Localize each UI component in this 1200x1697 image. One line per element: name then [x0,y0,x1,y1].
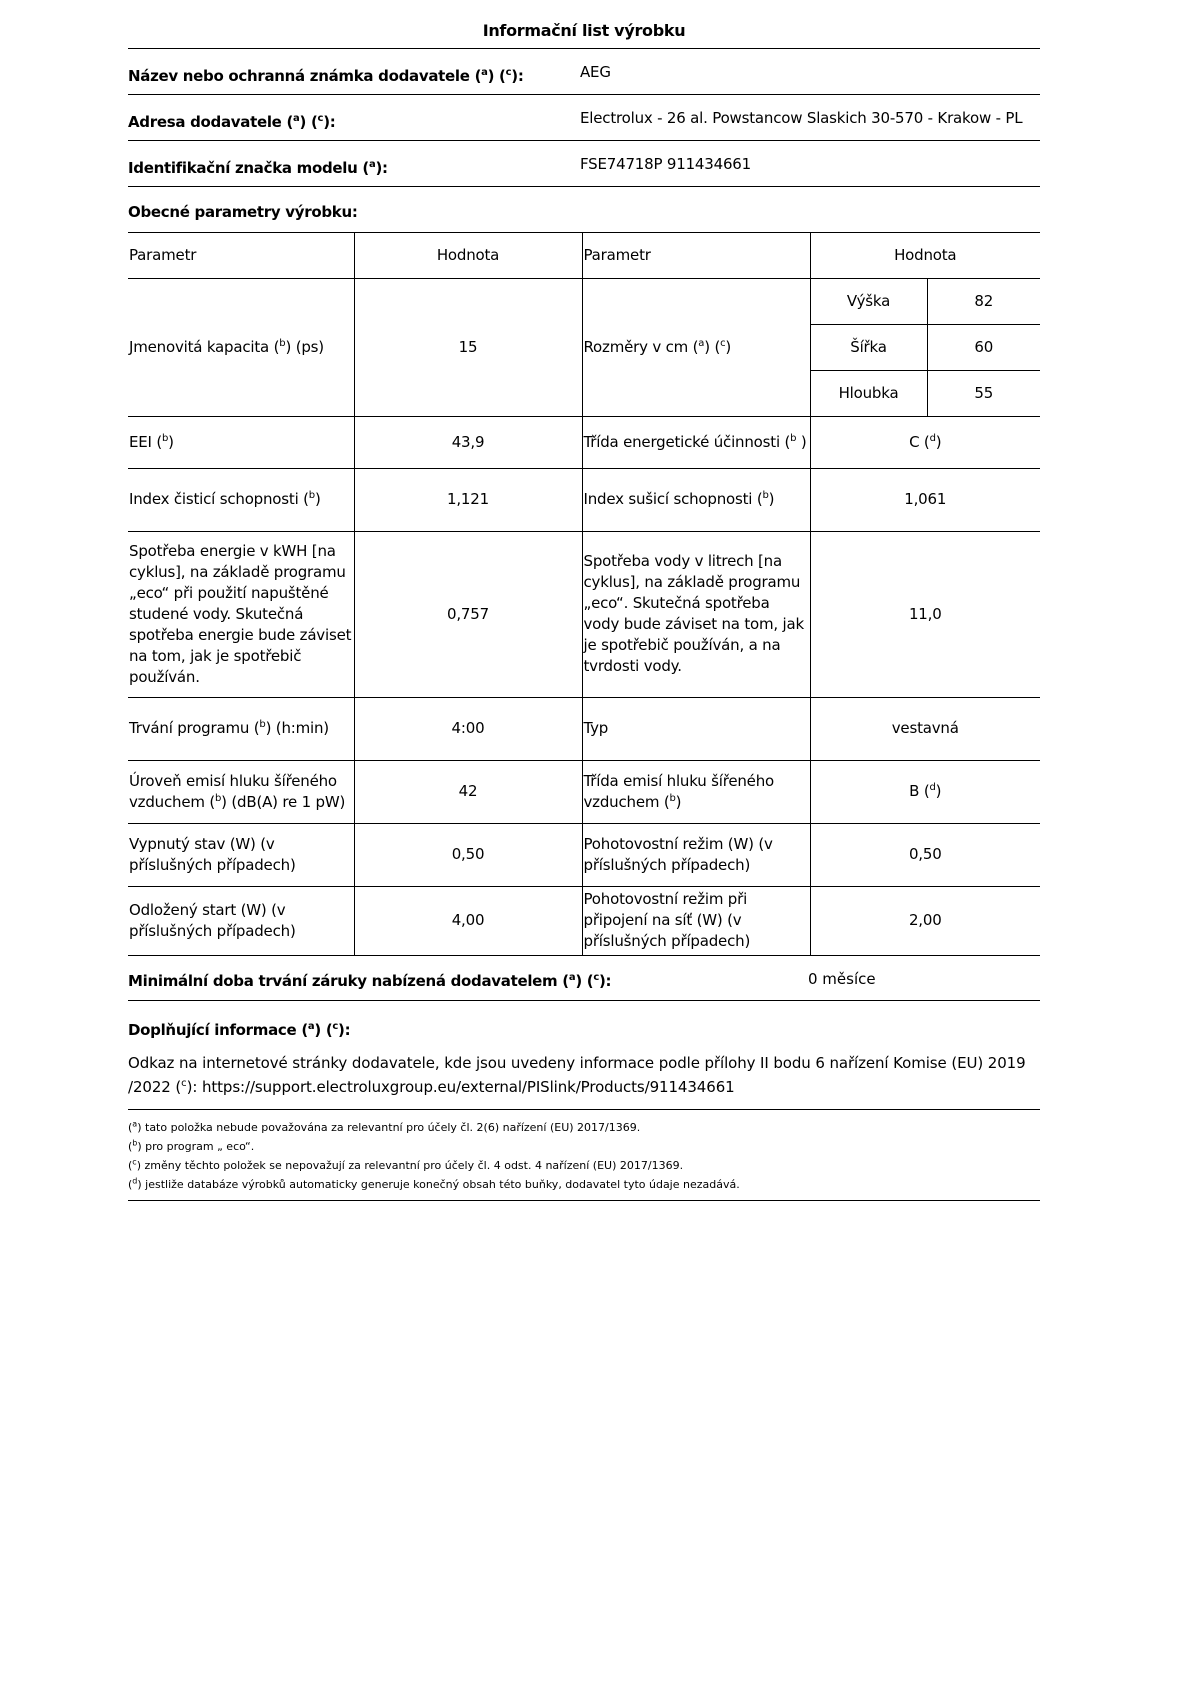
table-row [128,823,1040,886]
supplier-address-row [128,95,1040,141]
product-information-sheet [128,0,1040,1201]
delay-start-value: 4,00 [354,886,582,955]
table-row [128,760,1040,823]
depth-label: Hloubka [811,371,928,416]
cleaning-index-label: Index čisticí schopnosti ($^b$) [128,468,354,531]
supplier-name-row [128,49,1040,95]
model-id-label: Identifikační značka modelu ($^a$): [128,159,388,177]
drying-index-label: Index sušicí schopnosti ($^b$) [582,468,810,531]
noise-level-label: Úroveň emisí hluku šířeného vzduchem ($^b$) (dB(A) re 1 pW) [128,760,354,823]
dimensions-label: Rozměry v cm ($^a$) ($^c$) [582,278,810,416]
program-duration-value: 4:00 [354,697,582,760]
supplier-link: : https://support.electroluxgroup.eu/external/PISlink/Products/911434661 [192,1077,735,1096]
depth-value: 55 [974,383,994,402]
sheet-title: Informační list výrobku [128,0,1040,49]
model-id-row [128,141,1040,187]
additional-info-text: Odkaz na internetové stránky dodavatele, kde jsou uvedeny informace podle přílohy II bodu 6 nařízení Komise (EU) 2019 /2022 ($^c$): https://support.electroluxgroup.eu/external/PISlink/Products/911434661 [128,1045,1040,1110]
footnotes [128,1110,1040,1201]
table-row [128,416,1040,468]
model-id-value: FSE74718P 911434661 [580,155,751,173]
header-value-2: Hodnota [810,233,1040,278]
footnote-d: ($^d$) jestliže databáze výrobků automaticky generuje konečný obsah této buňky, dodavatel tyto údaje nezadává. [128,1175,740,1191]
height-label: Výška [811,279,928,324]
capacity-label: Jmenovitá kapacita ($^b$) (ps) [128,278,354,416]
type-value: vestavná [810,697,1040,760]
footnote-c: ($^c$) změny těchto položek se nepovažují za relevantní pro účely čl. 4 odst. 4 nařízení (EU) 2017/1369. [128,1156,684,1172]
supplier-address-value: Electrolux - 26 al. Powstancow Slaskich 30-570 - Krakow - PL [580,109,1023,127]
supplier-name-label: Název nebo ochranná známka dodavatele ($^a$) ($^c$): [128,67,524,85]
parameters-table [128,233,1040,956]
dimension-depth [811,371,1041,416]
supplier-address-label: Adresa dodavatele ($^a$) ($^c$): [128,113,336,131]
energy-consumption-value: 0,757 [354,531,582,697]
standby-value: 0,50 [810,823,1040,886]
table-row [128,531,1040,697]
dimension-height [811,279,1041,325]
footnote-a: ($^a$) tato položka nebude považována za relevantní pro účely čl. 2(6) nařízení (EU) 2017/1369. [128,1118,641,1134]
networked-standby-label: Pohotovostní režim při připojení na síť (W) (v příslušných případech) [582,886,810,955]
energy-class-value: C ($^d$) [810,416,1040,468]
type-label: Typ [582,697,810,760]
dimension-width [811,325,1041,371]
drying-index-value: 1,061 [810,468,1040,531]
header-parameter-2: Parametr [582,233,810,278]
additional-info-heading: Doplňující informace ($^a$) ($^c$): [128,1020,351,1039]
table-row [128,886,1040,955]
delay-start-label: Odložený start (W) (v příslušných případech) [128,886,354,955]
width-label: Šířka [811,325,928,370]
cleaning-index-value: 1,121 [354,468,582,531]
water-consumption-label: Spotřeba vody v litrech [na cyklus], na základě programu „eco“. Skutečná spotřeba vody bude záviset na tom, jak je spotřebič používán, a na tvrdosti vody. [582,531,810,697]
height-value: 82 [974,291,994,310]
warranty-value: 0 měsíce [808,969,876,988]
noise-level-value: 42 [354,760,582,823]
width-value: 60 [974,337,994,356]
warranty-row [128,956,1040,1001]
capacity-value: 15 [354,278,582,416]
header-parameter-1: Parametr [128,233,354,278]
footnote-b: ($^b$) pro program „ eco“. [128,1137,255,1153]
water-consumption-value: 11,0 [810,531,1040,697]
energy-class-label: Třída energetické účinnosti ($^b$ ) [582,416,810,468]
networked-standby-value: 2,00 [810,886,1040,955]
supplier-name-value: AEG [580,63,611,81]
program-duration-label: Trvání programu ($^b$) (h:min) [128,697,354,760]
noise-class-value: B ($^d$) [810,760,1040,823]
table-header-row [128,233,1040,278]
table-row [128,697,1040,760]
off-mode-value: 0,50 [354,823,582,886]
standby-label: Pohotovostní režim (W) (v příslušných případech) [582,823,810,886]
dimensions-values [810,278,1040,416]
noise-class-label: Třída emisí hluku šířeného vzduchem ($^b$) [582,760,810,823]
general-parameters-heading: Obecné parametry výrobku: [128,187,1040,233]
eei-label: EEI ($^b$) [128,416,354,468]
table-row [128,278,1040,416]
warranty-label: Minimální doba trvání záruky nabízená dodavatelem ($^a$) ($^c$): [128,971,612,990]
energy-consumption-label: Spotřeba energie v kWH [na cyklus], na základě programu „eco“ při použití napuštěné studené vody. Skutečná spotřeba energie bude záviset na tom, jak je spotřebič používán. [128,531,354,697]
table-row [128,468,1040,531]
eei-value: 43,9 [354,416,582,468]
header-value-1: Hodnota [354,233,582,278]
off-mode-label: Vypnutý stav (W) (v příslušných případech) [128,823,354,886]
